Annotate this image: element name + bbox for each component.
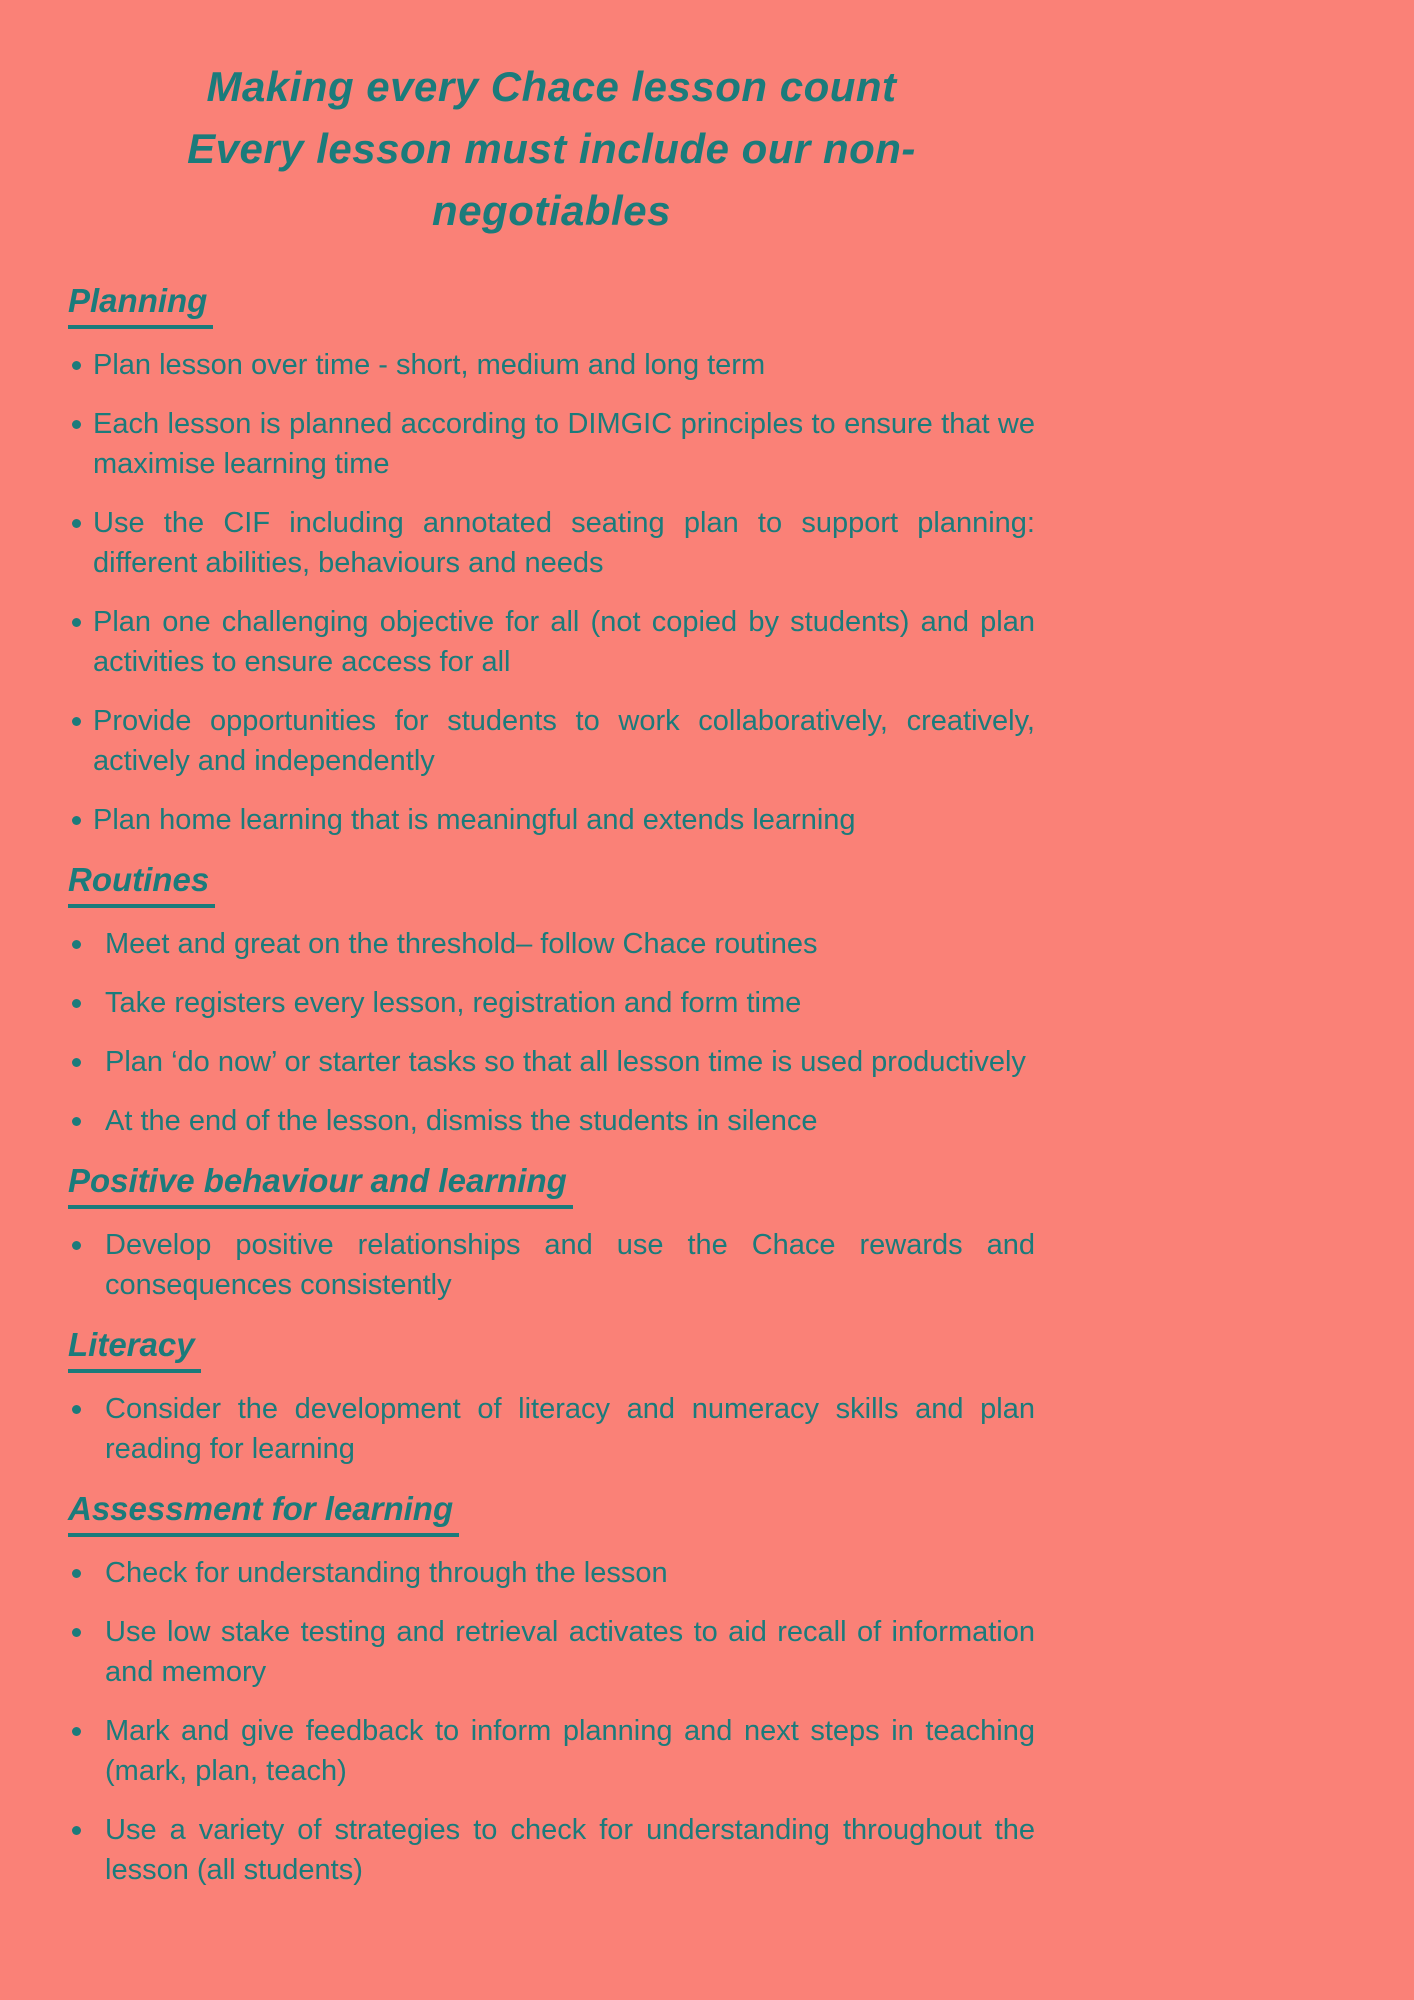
bullet-item [68,1389,1035,1469]
bullet-dot [68,1042,105,1082]
bullet-list [68,1389,1035,1469]
section-heading [68,280,1035,329]
bullet-text: Develop positive relationships and use the Chace rewards and consequences consistently [105,1229,1035,1301]
bullet-dot [68,1101,105,1141]
bullet-item [68,503,1035,583]
bullet-dot [68,800,93,840]
bullet-item [68,701,1035,781]
bullet-item [68,1101,1035,1141]
bullet-list [68,924,1035,1141]
bullet-item [68,800,1035,840]
bullet-text: Mark and give feedback to inform planning and next steps in teaching (mark, plan, teach) [105,1715,1035,1787]
bullet-item [68,1711,1035,1791]
bullet-item [68,983,1035,1023]
bullet-item [68,1612,1035,1692]
section-heading [68,1160,1035,1209]
bullet-text: Check for understanding through the lesson [105,1557,668,1589]
bullet-item [68,1042,1035,1082]
section-heading-text: Literacy [68,1324,201,1373]
bullet-text: At the end of the lesson, dismiss the students in silence [105,1105,818,1137]
bullet-dot [68,1612,105,1692]
bullet-text: Consider the development of literacy and numeracy skills and plan reading for learning [105,1393,1035,1465]
bullet-dot [68,1389,105,1469]
bullet-dot [68,503,93,583]
bullet-text: Provide opportunities for students to work collaboratively, creatively, actively and independently [93,705,1035,777]
bullet-text: Each lesson is planned according to DIMGIC principles to ensure that we maximise learning time [93,408,1035,480]
section-heading [68,1324,1035,1373]
section-heading [68,859,1035,908]
section [68,1324,1035,1469]
section-heading-text: Routines [68,859,215,908]
page-subtitle: Every lesson must include our non-negotiables [187,125,916,234]
bullet-dot [68,345,93,385]
bullet-item [68,924,1035,964]
bullet-list [68,345,1035,840]
bullet-dot [68,1553,105,1593]
section-heading-text: Assessment for learning [68,1488,459,1537]
section [68,859,1035,1141]
bullet-dot [68,602,93,682]
bullet-text: Use low stake testing and retrieval activates to aid recall of information and memory [105,1616,1035,1688]
bullet-item [68,1810,1035,1890]
bullet-text: Use the CIF including annotated seating plan to support planning: different abilities, behaviours and needs [93,507,1035,579]
section [68,280,1035,840]
bullet-text: Meet and great on the threshold– follow Chace routines [105,928,818,960]
bullet-item [68,602,1035,682]
bullet-dot [68,983,105,1023]
bullet-dot [68,924,105,964]
bullet-text: Plan lesson over time - short, medium and long term [93,349,766,381]
section [68,1160,1035,1305]
bullet-dot [68,1225,105,1305]
bullet-list [68,1553,1035,1890]
bullet-text: Plan one challenging objective for all (not copied by students) and plan activities to ensure access for all [93,606,1035,678]
bullet-item [68,1225,1035,1305]
bullet-text: Plan home learning that is meaningful and extends learning [93,804,856,836]
document-page [68,0,1035,1890]
section-heading [68,1488,1035,1537]
page-title: Making every Chace lesson count [206,63,897,110]
section-heading-text: Planning [68,280,213,329]
section [68,1488,1035,1890]
section-heading-text: Positive behaviour and learning [68,1160,573,1209]
bullet-item [68,404,1035,484]
bullet-dot [68,404,93,484]
document-titles [68,56,1035,242]
bullet-list [68,1225,1035,1305]
bullet-item [68,1553,1035,1593]
bullet-text: Take registers every lesson, registration and form time [105,987,802,1019]
bullet-dot [68,1711,105,1791]
bullet-text: Plan ‘do now’ or starter tasks so that all lesson time is used productively [105,1046,1026,1078]
bullet-item [68,345,1035,385]
bullet-text: Use a variety of strategies to check for understanding throughout the lesson (all students) [105,1814,1035,1886]
sections [68,280,1035,1890]
bullet-dot [68,1810,105,1890]
bullet-dot [68,701,93,781]
